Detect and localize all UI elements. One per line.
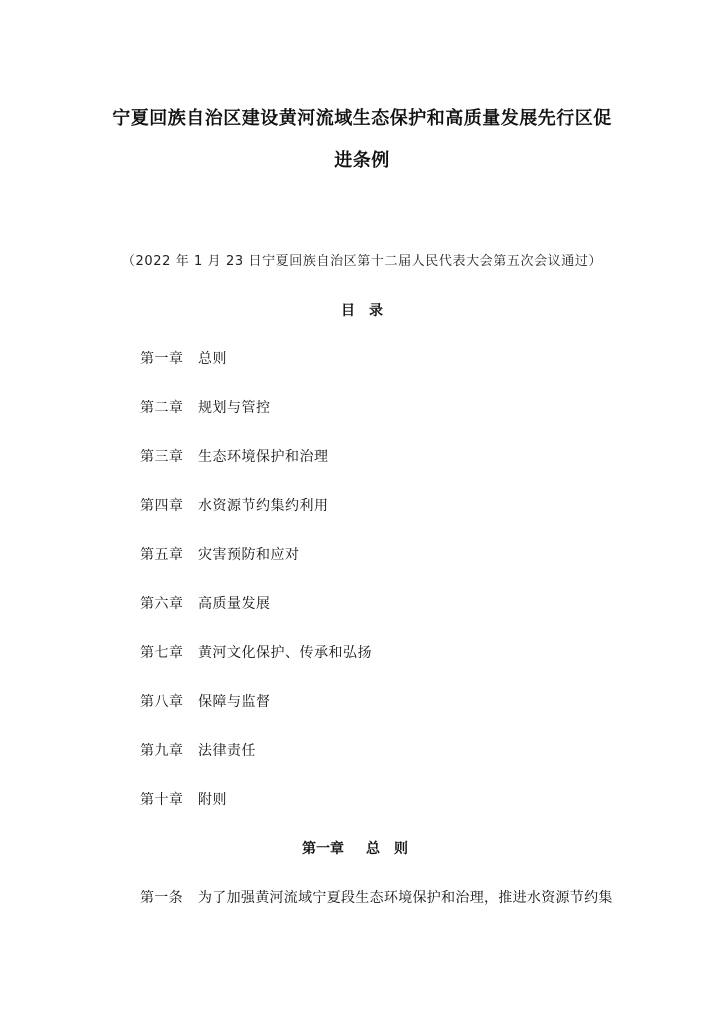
toc-heading: 目录	[341, 303, 397, 319]
document-title-line-2: 进条例	[334, 150, 390, 171]
chapter-number: 第一章	[302, 841, 344, 857]
chapter-1-heading	[0, 838, 724, 858]
toc-item-chapter-5	[140, 544, 372, 593]
toc-item-chapter-3	[140, 446, 372, 495]
adoption-note: （2022 年 1 月 23 日宁夏回族自治区第十二届人民代表大会第五次会议通过）	[121, 254, 603, 269]
toc-chapter-name: 水资源节约集约利用	[198, 498, 329, 514]
toc-item-chapter-4	[140, 495, 372, 544]
toc-chapter-number: 第六章	[140, 596, 184, 612]
toc-chapter-name: 总则	[198, 351, 227, 367]
toc-chapter-number: 第四章	[140, 498, 184, 514]
table-of-contents	[140, 348, 372, 838]
toc-chapter-name: 灾害预防和应对	[198, 547, 300, 563]
article-text: 为了加强黄河流域宁夏段生态环境保护和治理，推进水资源节约集	[198, 890, 613, 906]
article-1	[140, 887, 613, 907]
toc-chapter-number: 第八章	[140, 694, 184, 710]
toc-chapter-number: 第九章	[140, 743, 184, 759]
document-title-line-1: 宁夏回族自治区建设黄河流域生态保护和高质量发展先行区促	[112, 108, 612, 129]
toc-chapter-number: 第二章	[140, 400, 184, 416]
toc-chapter-number: 第十章	[140, 792, 184, 808]
toc-chapter-number: 第三章	[140, 449, 184, 465]
toc-item-chapter-9	[140, 740, 372, 789]
toc-item-chapter-10	[140, 789, 372, 838]
toc-chapter-name: 黄河文化保护、传承和弘扬	[198, 645, 372, 661]
toc-item-chapter-8	[140, 691, 372, 740]
toc-item-chapter-1	[140, 348, 372, 397]
toc-chapter-number: 第五章	[140, 547, 184, 563]
toc-chapter-name: 保障与监督	[198, 694, 271, 710]
toc-chapter-name: 高质量发展	[198, 596, 271, 612]
toc-chapter-name: 附则	[198, 792, 227, 808]
toc-chapter-name: 法律责任	[198, 743, 256, 759]
toc-chapter-name: 生态环境保护和治理	[198, 449, 329, 465]
toc-item-chapter-6	[140, 593, 372, 642]
toc-chapter-number: 第七章	[140, 645, 184, 661]
toc-chapter-name: 规划与管控	[198, 400, 271, 416]
toc-item-chapter-2	[140, 397, 372, 446]
toc-item-chapter-7	[140, 642, 372, 691]
chapter-title: 总则	[366, 841, 422, 857]
article-number: 第一条	[140, 890, 183, 906]
toc-chapter-number: 第一章	[140, 351, 184, 367]
